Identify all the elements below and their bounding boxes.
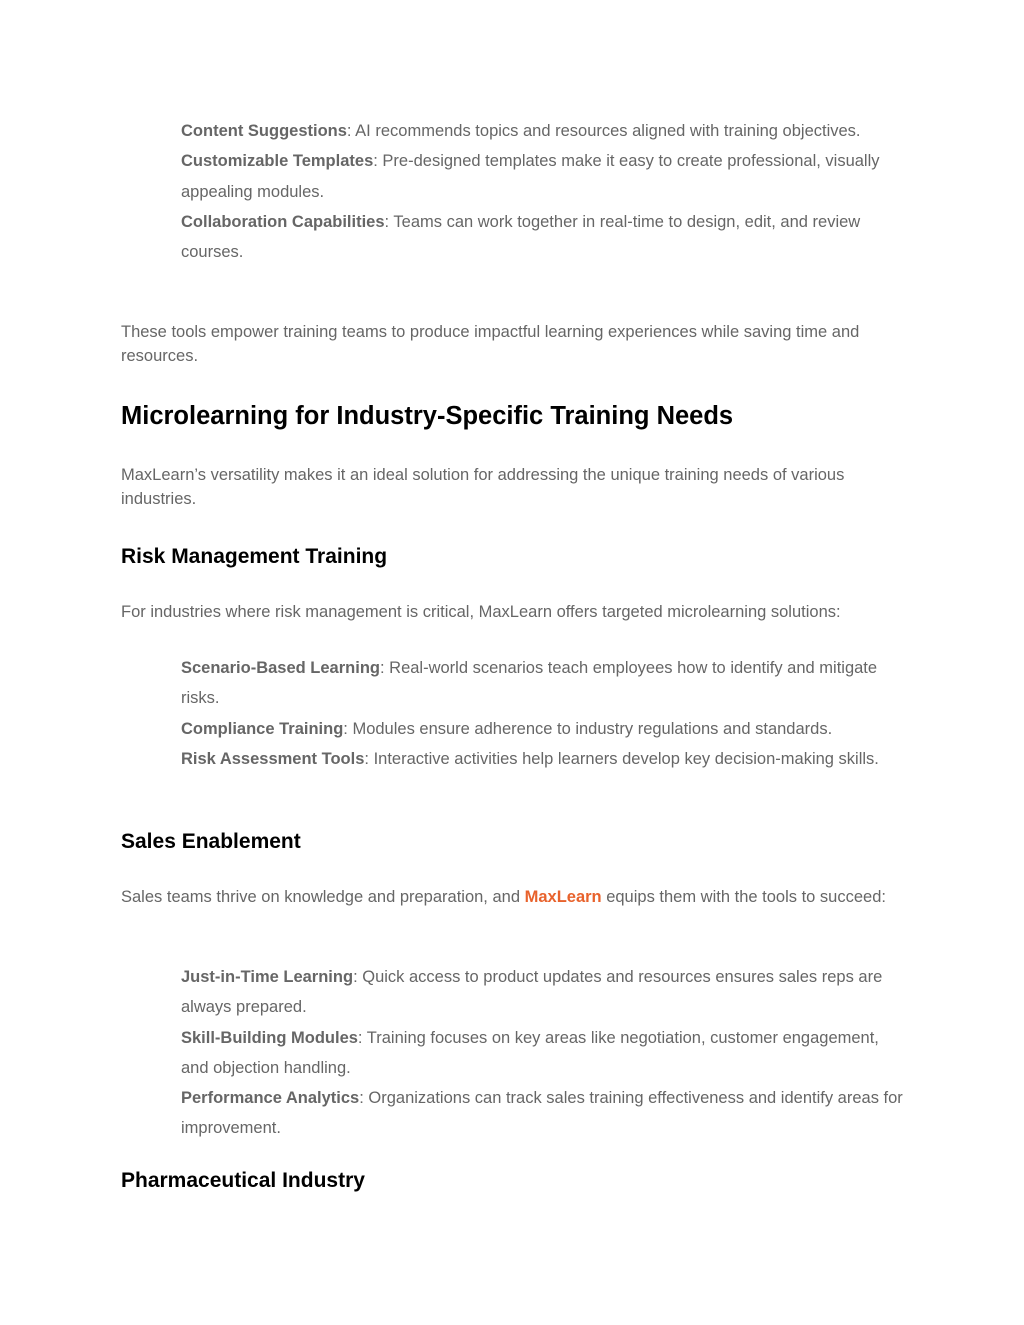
subsection-heading-risk: Risk Management Training xyxy=(121,545,388,568)
maxlearn-link[interactable]: MaxLearn xyxy=(524,888,602,906)
list-item xyxy=(181,653,905,714)
list-item xyxy=(181,744,905,774)
list-item-desc: : Interactive activities help learners develop key decision-making skills. xyxy=(364,749,879,768)
list-item-desc: : Organizations can track sales training effectiveness and identify areas for improvement. xyxy=(181,1089,903,1138)
list-item-desc: : AI recommends topics and resources aligned with training objectives. xyxy=(346,122,861,140)
sales-intro-before: Sales teams thrive on knowledge and preparation, and xyxy=(121,888,525,906)
tools-summary-paragraph: These tools empower training teams to produce impactful learning experiences while saving time and resources. xyxy=(121,323,860,365)
list-item xyxy=(181,962,905,1023)
list-item-term: Customizable Templates xyxy=(181,152,374,171)
subsection-heading-sales: Sales Enablement xyxy=(121,830,301,853)
list-item-term: Collaboration Capabilities xyxy=(181,212,385,231)
list-item-term: Compliance Training xyxy=(181,719,344,738)
feature-list xyxy=(181,116,905,267)
list-item xyxy=(181,1083,905,1144)
subsection-heading-pharma: Pharmaceutical Industry xyxy=(121,1169,365,1192)
list-item-term: Skill-Building Modules xyxy=(181,1028,358,1047)
list-item-term: Risk Assessment Tools xyxy=(181,749,365,768)
list-item-desc: : Pre-designed templates make it easy to create professional, visually appealing modules. xyxy=(181,152,880,201)
risk-intro-paragraph: For industries where risk management is critical, MaxLearn offers targeted microlearning solutions: xyxy=(121,603,841,621)
list-item-term: Content Suggestions xyxy=(181,122,347,140)
risk-feature-list xyxy=(181,653,905,774)
sales-intro-paragraph xyxy=(121,886,911,910)
list-item xyxy=(181,116,905,146)
list-item xyxy=(181,146,905,207)
list-item-term: Performance Analytics xyxy=(181,1089,360,1108)
list-item-desc: : Training focuses on key areas like negotiation, customer engagement, and objection handling. xyxy=(181,1028,879,1077)
microlearning-intro-paragraph: MaxLearn’s versatility makes it an ideal solution for addressing the unique training needs of various industries. xyxy=(121,466,845,508)
sales-feature-list xyxy=(181,962,905,1144)
sales-intro-after: equips them with the tools to succeed: xyxy=(601,888,886,906)
list-item xyxy=(181,714,905,744)
list-item-term: Just-in-Time Learning xyxy=(181,968,354,986)
list-item-desc: : Quick access to product updates and resources ensures sales reps are always prepared. xyxy=(181,968,883,1017)
list-item xyxy=(181,1023,905,1084)
list-item xyxy=(181,207,905,268)
list-item-term: Scenario-Based Learning xyxy=(181,659,380,677)
list-item-desc: : Modules ensure adherence to industry regulations and standards. xyxy=(343,719,833,738)
list-item-desc: : Real-world scenarios teach employees how to identify and mitigate risks. xyxy=(181,659,878,708)
list-item-desc: : Teams can work together in real-time to design, edit, and review courses. xyxy=(181,212,861,262)
section-heading-microlearning: Microlearning for Industry-Specific Training Needs xyxy=(121,402,734,430)
